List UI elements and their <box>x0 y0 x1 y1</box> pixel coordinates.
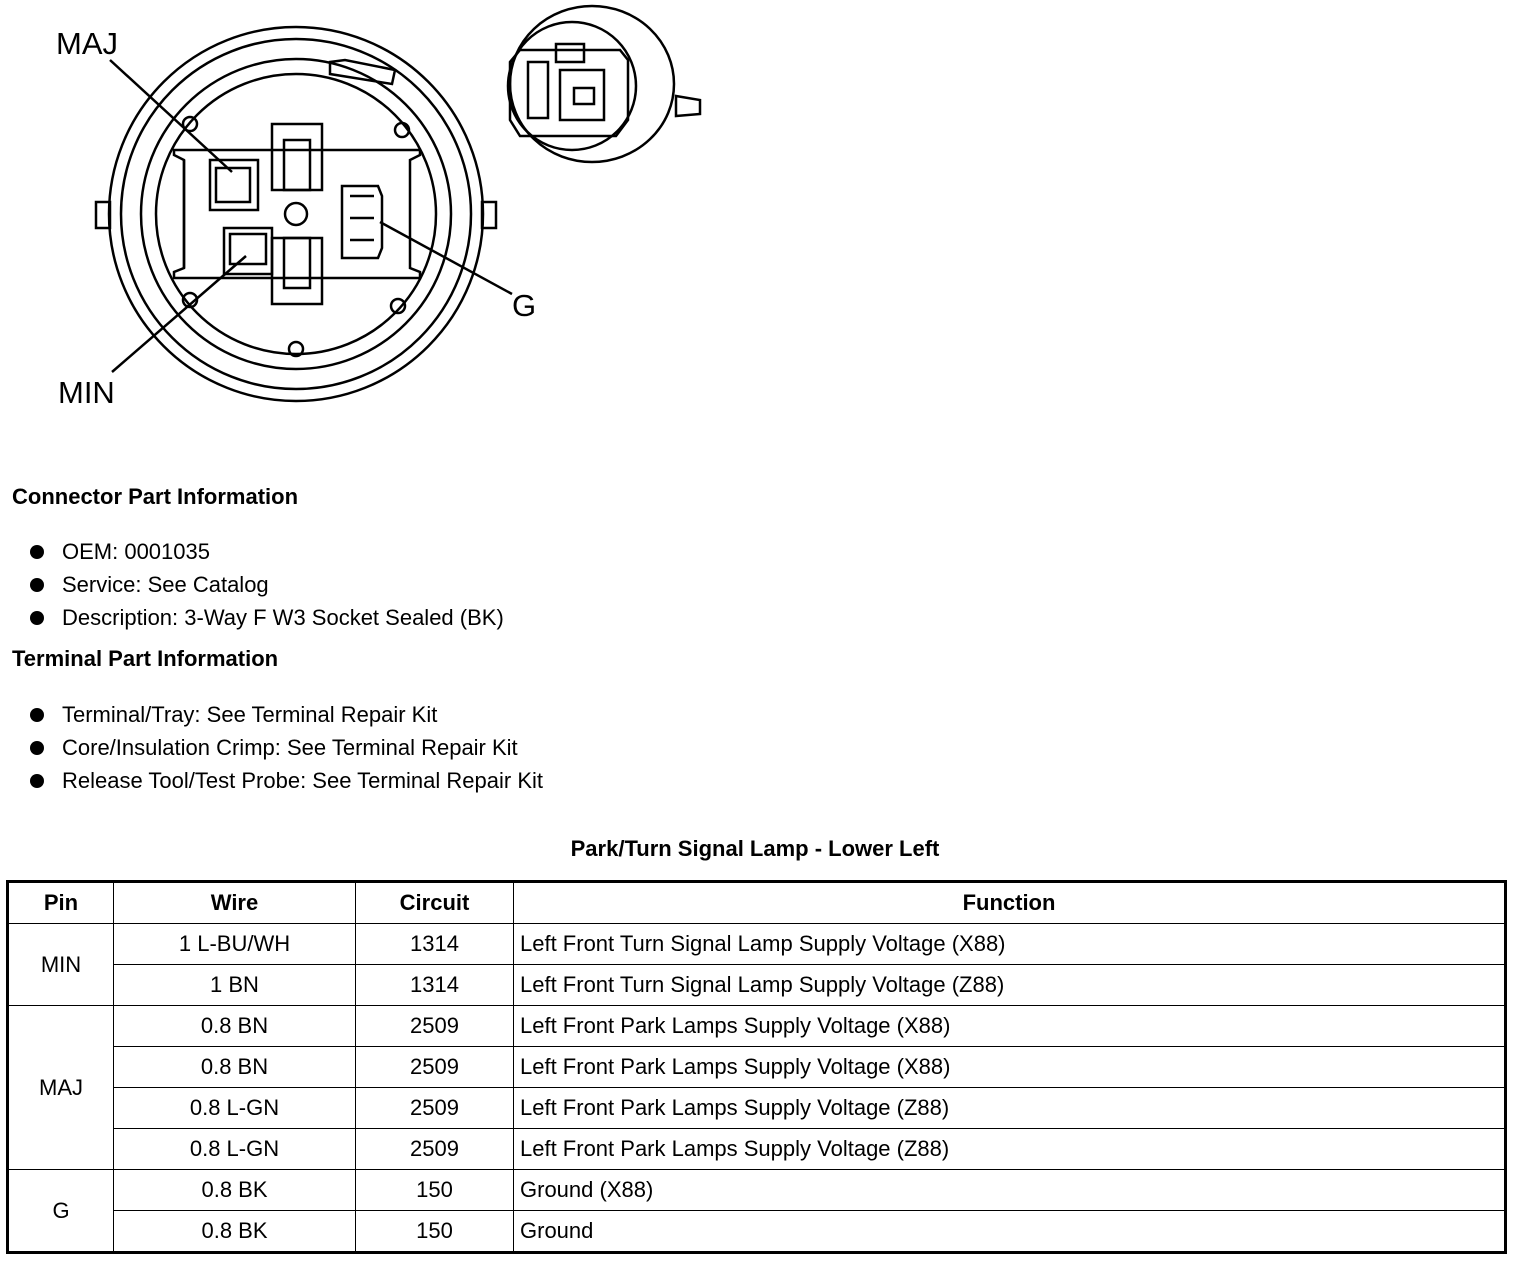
pin-cell: G <box>8 1170 114 1253</box>
connector-face-drawing <box>0 0 720 440</box>
wire-cell: 1 BN <box>114 965 356 1006</box>
table-row <box>8 1129 1506 1170</box>
circuit-cell: 1314 <box>356 924 514 965</box>
bullet-icon <box>30 708 44 722</box>
pin-cell: MIN <box>8 924 114 1006</box>
list-item: Description: 3-Way F W3 Socket Sealed (BK) <box>30 601 504 634</box>
table-header-row <box>8 882 1506 924</box>
wire-cell: 0.8 L-GN <box>114 1088 356 1129</box>
callout-g: G <box>512 288 537 323</box>
header-pin: Pin <box>8 882 114 924</box>
wire-cell: 0.8 BK <box>114 1170 356 1211</box>
callout-min: MIN <box>58 375 115 410</box>
pinout-table <box>6 880 1507 1254</box>
function-cell: Left Front Park Lamps Supply Voltage (X88) <box>514 1006 1506 1047</box>
connector-info-list <box>30 535 504 634</box>
table-row <box>8 1170 1506 1211</box>
list-item: Release Tool/Test Probe: See Terminal Repair Kit <box>30 764 543 797</box>
wire-cell: 0.8 BN <box>114 1047 356 1088</box>
callout-maj: MAJ <box>56 26 118 61</box>
table-row <box>8 1006 1506 1047</box>
wire-cell: 1 L-BU/WH <box>114 924 356 965</box>
wire-cell: 0.8 L-GN <box>114 1129 356 1170</box>
list-item: Core/Insulation Crimp: See Terminal Repair Kit <box>30 731 543 764</box>
circuit-cell: 2509 <box>356 1047 514 1088</box>
terminal-info-list <box>30 698 543 797</box>
circuit-cell: 2509 <box>356 1006 514 1047</box>
wire-cell: 0.8 BK <box>114 1211 356 1253</box>
connector-diagram <box>0 0 720 440</box>
table-row <box>8 1088 1506 1129</box>
header-function: Function <box>514 882 1506 924</box>
list-item: Terminal/Tray: See Terminal Repair Kit <box>30 698 543 731</box>
connector-info-title: Connector Part Information <box>12 484 299 509</box>
bullet-icon <box>30 611 44 625</box>
function-cell: Left Front Park Lamps Supply Voltage (Z88) <box>514 1088 1506 1129</box>
bullet-icon <box>30 545 44 559</box>
function-cell: Left Front Park Lamps Supply Voltage (Z88) <box>514 1129 1506 1170</box>
function-cell: Left Front Park Lamps Supply Voltage (X88) <box>514 1047 1506 1088</box>
table-row <box>8 1047 1506 1088</box>
bullet-icon <box>30 774 44 788</box>
table-row <box>8 1211 1506 1253</box>
table-title: Park/Turn Signal Lamp - Lower Left <box>570 836 940 861</box>
table-row <box>8 924 1506 965</box>
circuit-cell: 150 <box>356 1211 514 1253</box>
list-item: Service: See Catalog <box>30 568 504 601</box>
pin-cell: MAJ <box>8 1006 114 1170</box>
bullet-icon <box>30 578 44 592</box>
header-wire: Wire <box>114 882 356 924</box>
circuit-cell: 1314 <box>356 965 514 1006</box>
circuit-cell: 2509 <box>356 1088 514 1129</box>
function-cell: Left Front Turn Signal Lamp Supply Voltage (X88) <box>514 924 1506 965</box>
header-circuit: Circuit <box>356 882 514 924</box>
function-cell: Left Front Turn Signal Lamp Supply Voltage (Z88) <box>514 965 1506 1006</box>
circuit-cell: 150 <box>356 1170 514 1211</box>
circuit-cell: 2509 <box>356 1129 514 1170</box>
function-cell: Ground (X88) <box>514 1170 1506 1211</box>
wire-cell: 0.8 BN <box>114 1006 356 1047</box>
list-item: OEM: 0001035 <box>30 535 504 568</box>
table-row <box>8 965 1506 1006</box>
function-cell: Ground <box>514 1211 1506 1253</box>
bullet-icon <box>30 741 44 755</box>
terminal-info-title: Terminal Part Information <box>12 646 279 671</box>
